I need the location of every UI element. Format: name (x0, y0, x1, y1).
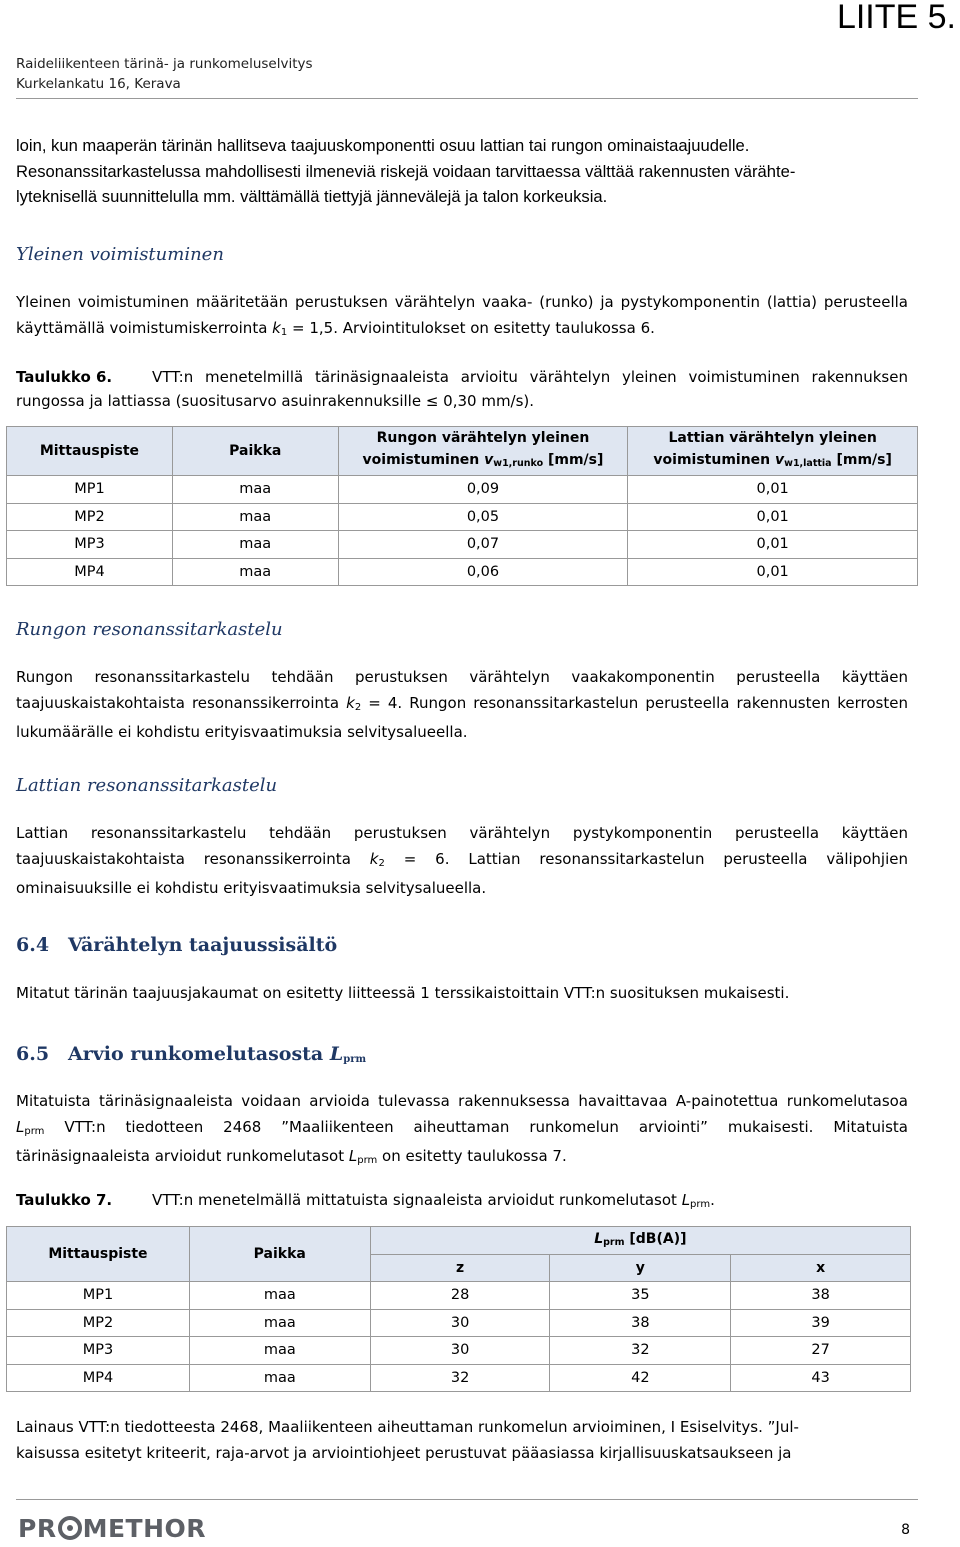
table-cell: 0,05 (338, 503, 628, 531)
heading-general-amplification: Yleinen voimistuminen (16, 244, 224, 265)
table-cell: 35 (550, 1282, 731, 1310)
table7-col-place: Paikka (189, 1227, 370, 1282)
frame-resonance-paragraph: Rungon resonanssitarkastelu tehdään perustuksen värähtelyn vaakakomponentin perusteella käyttäen taajuuskaistakohtaista resonanssikerrointa $k_2 = 4$. Rungon resonanssitarkastelun perusteella rakennusten kerrosten lukumäärälle ei kohdistu erityisvaatimuksia selvitysalueella. (16, 668, 908, 741)
table-cell: 0,06 (338, 558, 628, 586)
general-amplification-paragraph: Yleinen voimistuminen määritetään perustuksen värähtelyn vaaka- (runko) ja pystykomponentin (lattia) perusteella käyttämällä voimistumiskerrointa $k_1 = 1,5$. Arviointitulokset on esitetty taulukossa 6. (16, 293, 908, 338)
table7 (6, 1226, 911, 1392)
floor-resonance-paragraph: Lattian resonanssitarkastelu tehdään perustuksen värähtelyn pystykomponentin perusteella käyttäen taajuuskaistakohtaista resonanssikerrointa $k_2 = 6$. Lattian resonanssitarkastelun perusteella välipohjien ominaisuuksille ei kohdistu erityisvaatimuksia selvitysalueella. (16, 824, 908, 897)
table-cell: MP3 (7, 1337, 190, 1365)
table-cell: 38 (550, 1309, 731, 1337)
table-cell: MP2 (7, 503, 173, 531)
heading-floor-resonance: Lattian resonanssitarkastelu (16, 775, 278, 796)
table-row (7, 1364, 911, 1392)
table7-header-row (7, 1227, 911, 1255)
table-cell: maa (189, 1282, 370, 1310)
table-cell: maa (189, 1309, 370, 1337)
table7-caption: Taulukko 7. VTT:n menetelmällä mittatuista signaaleista arvioidut runkomelutasot $L_{prm}$. (16, 1188, 908, 1217)
table-cell: 28 (370, 1282, 550, 1310)
table-cell: 32 (370, 1364, 550, 1392)
table-cell: 0,07 (338, 531, 628, 559)
header-rule (16, 98, 918, 99)
table-cell: MP3 (7, 531, 173, 559)
table7-col-z: z (370, 1255, 550, 1282)
table-cell: 30 (370, 1337, 550, 1365)
heading-section-6-4: 6.4 Värähtelyn taajuussisältö (16, 934, 338, 956)
table6-col-frame: Rungon värähtelyn yleinen voimistuminen $v_{w1,runko}$ [mm/s] (338, 427, 628, 476)
table6-caption (16, 365, 908, 413)
footer-rule (16, 1499, 918, 1500)
section-6-5-paragraph: Mitatuista tärinäsignaaleista voidaan arvioida tulevassa rakennuksessa havaittavaa A-painotettua runkomelutasoa $L_{prm}$ VTT:n tiedotteen 2468 ”Maaliikenteen aiheuttaman runkomelun arviointi” mukaisesti. Mitatuista tärinäsignaaleista arvioidut runkomelutasot $L_{prm}$ on esitetty taulukossa 7. (16, 1092, 908, 1166)
table7-col-group: $L_{prm}$ [dB(A)] (370, 1227, 910, 1255)
table7-col-point: Mittauspiste (7, 1227, 190, 1282)
table6-header-row (7, 427, 918, 476)
heading-frame-resonance: Rungon resonanssitarkastelu (16, 619, 283, 640)
table6-caption-label: Taulukko 6. (16, 368, 113, 386)
heading-section-6-5: 6.5 Arvio runkomelutasosta $L_{prm}$ (16, 1043, 367, 1065)
table7-caption-label: Taulukko 7. (16, 1191, 113, 1209)
table-row (7, 1309, 911, 1337)
appendix-label: LIITE 5. (836, 0, 956, 36)
table6 (6, 426, 918, 586)
table-cell: 39 (731, 1309, 911, 1337)
table-cell: MP2 (7, 1309, 190, 1337)
table-cell: maa (189, 1364, 370, 1392)
header-title: Raideliikenteen tärinä- ja runkomeluselvitys (16, 56, 313, 72)
intro-line: loin, kun maaperän tärinän hallitseva taajuuskomponentti osuu lattian tai rungon ominaistaajuudelle. (16, 136, 750, 155)
intro-line: Resonanssitarkastelussa mahdollisesti ilmeneviä riskejä voidaan tarvittaessa välttää rakennusten värähte- (16, 161, 796, 181)
table-cell: 0,01 (628, 476, 918, 504)
table-cell: maa (172, 531, 338, 559)
table-cell: MP4 (7, 558, 173, 586)
table-cell: maa (172, 503, 338, 531)
document-header (16, 54, 313, 94)
logo-circle-icon (58, 1516, 82, 1540)
section-6-4-paragraph: Mitatut tärinän taajuusjakaumat on esitetty liitteessä 1 terssikaistoittain VTT:n suosituksen mukaisesti. (16, 984, 790, 1002)
table6-col-place: Paikka (172, 427, 338, 476)
table-row (7, 1337, 911, 1365)
table-cell: 0,01 (628, 558, 918, 586)
table-cell: 43 (731, 1364, 911, 1392)
table-cell: maa (172, 476, 338, 504)
table-row (7, 503, 918, 531)
table-row (7, 1282, 911, 1310)
quote-paragraph (16, 1415, 908, 1466)
table-cell: 30 (370, 1309, 550, 1337)
table-cell: MP1 (7, 476, 173, 504)
table-cell: 0,09 (338, 476, 628, 504)
table-row (7, 476, 918, 504)
table-cell: 32 (550, 1337, 731, 1365)
table7-col-y: y (550, 1255, 731, 1282)
table-cell: maa (172, 558, 338, 586)
table-cell: 38 (731, 1282, 911, 1310)
table-row (7, 558, 918, 586)
quote-line: kaisussa esitetyt kriteerit, raja-arvot ja arviointiohjeet perustuvat pääasiassa kirjallisuuskatsaukseen ja (16, 1443, 792, 1462)
table-cell: 0,01 (628, 531, 918, 559)
table-cell: MP4 (7, 1364, 190, 1392)
table6-col-floor: Lattian värähtelyn yleinen voimistuminen $v_{w1,lattia}$ [mm/s] (628, 427, 918, 476)
table-cell: maa (189, 1337, 370, 1365)
table7-col-x: x (731, 1255, 911, 1282)
table-cell: 0,01 (628, 503, 918, 531)
page-number: 8 (901, 1522, 910, 1538)
table-cell: 27 (731, 1337, 911, 1365)
header-address: Kurkelankatu 16, Kerava (16, 76, 181, 92)
table-cell: 42 (550, 1364, 731, 1392)
company-logo: PR METHOR (18, 1514, 207, 1543)
table6-col-point: Mittauspiste (7, 427, 173, 476)
table6-caption-text: VTT:n menetelmillä tärinäsignaaleista arvioitu värähtelyn yleinen voimistuminen rakennuksen rungossa ja lattiassa (suositusarvo asuinrakennuksille ≤ 0,30 mm/s). (16, 368, 908, 410)
table-cell: MP1 (7, 1282, 190, 1310)
quote-line: Lainaus VTT:n tiedotteesta 2468, Maaliikenteen aiheuttaman runkomelun arvioiminen, I Esiselvitys. ”Jul- (16, 1418, 799, 1436)
intro-paragraph (16, 133, 908, 210)
table-row (7, 531, 918, 559)
intro-line: lyteknisellä suunnittelulla mm. välttämällä tiettyjä jännevälejä ja talon korkeuksia. (16, 187, 608, 206)
